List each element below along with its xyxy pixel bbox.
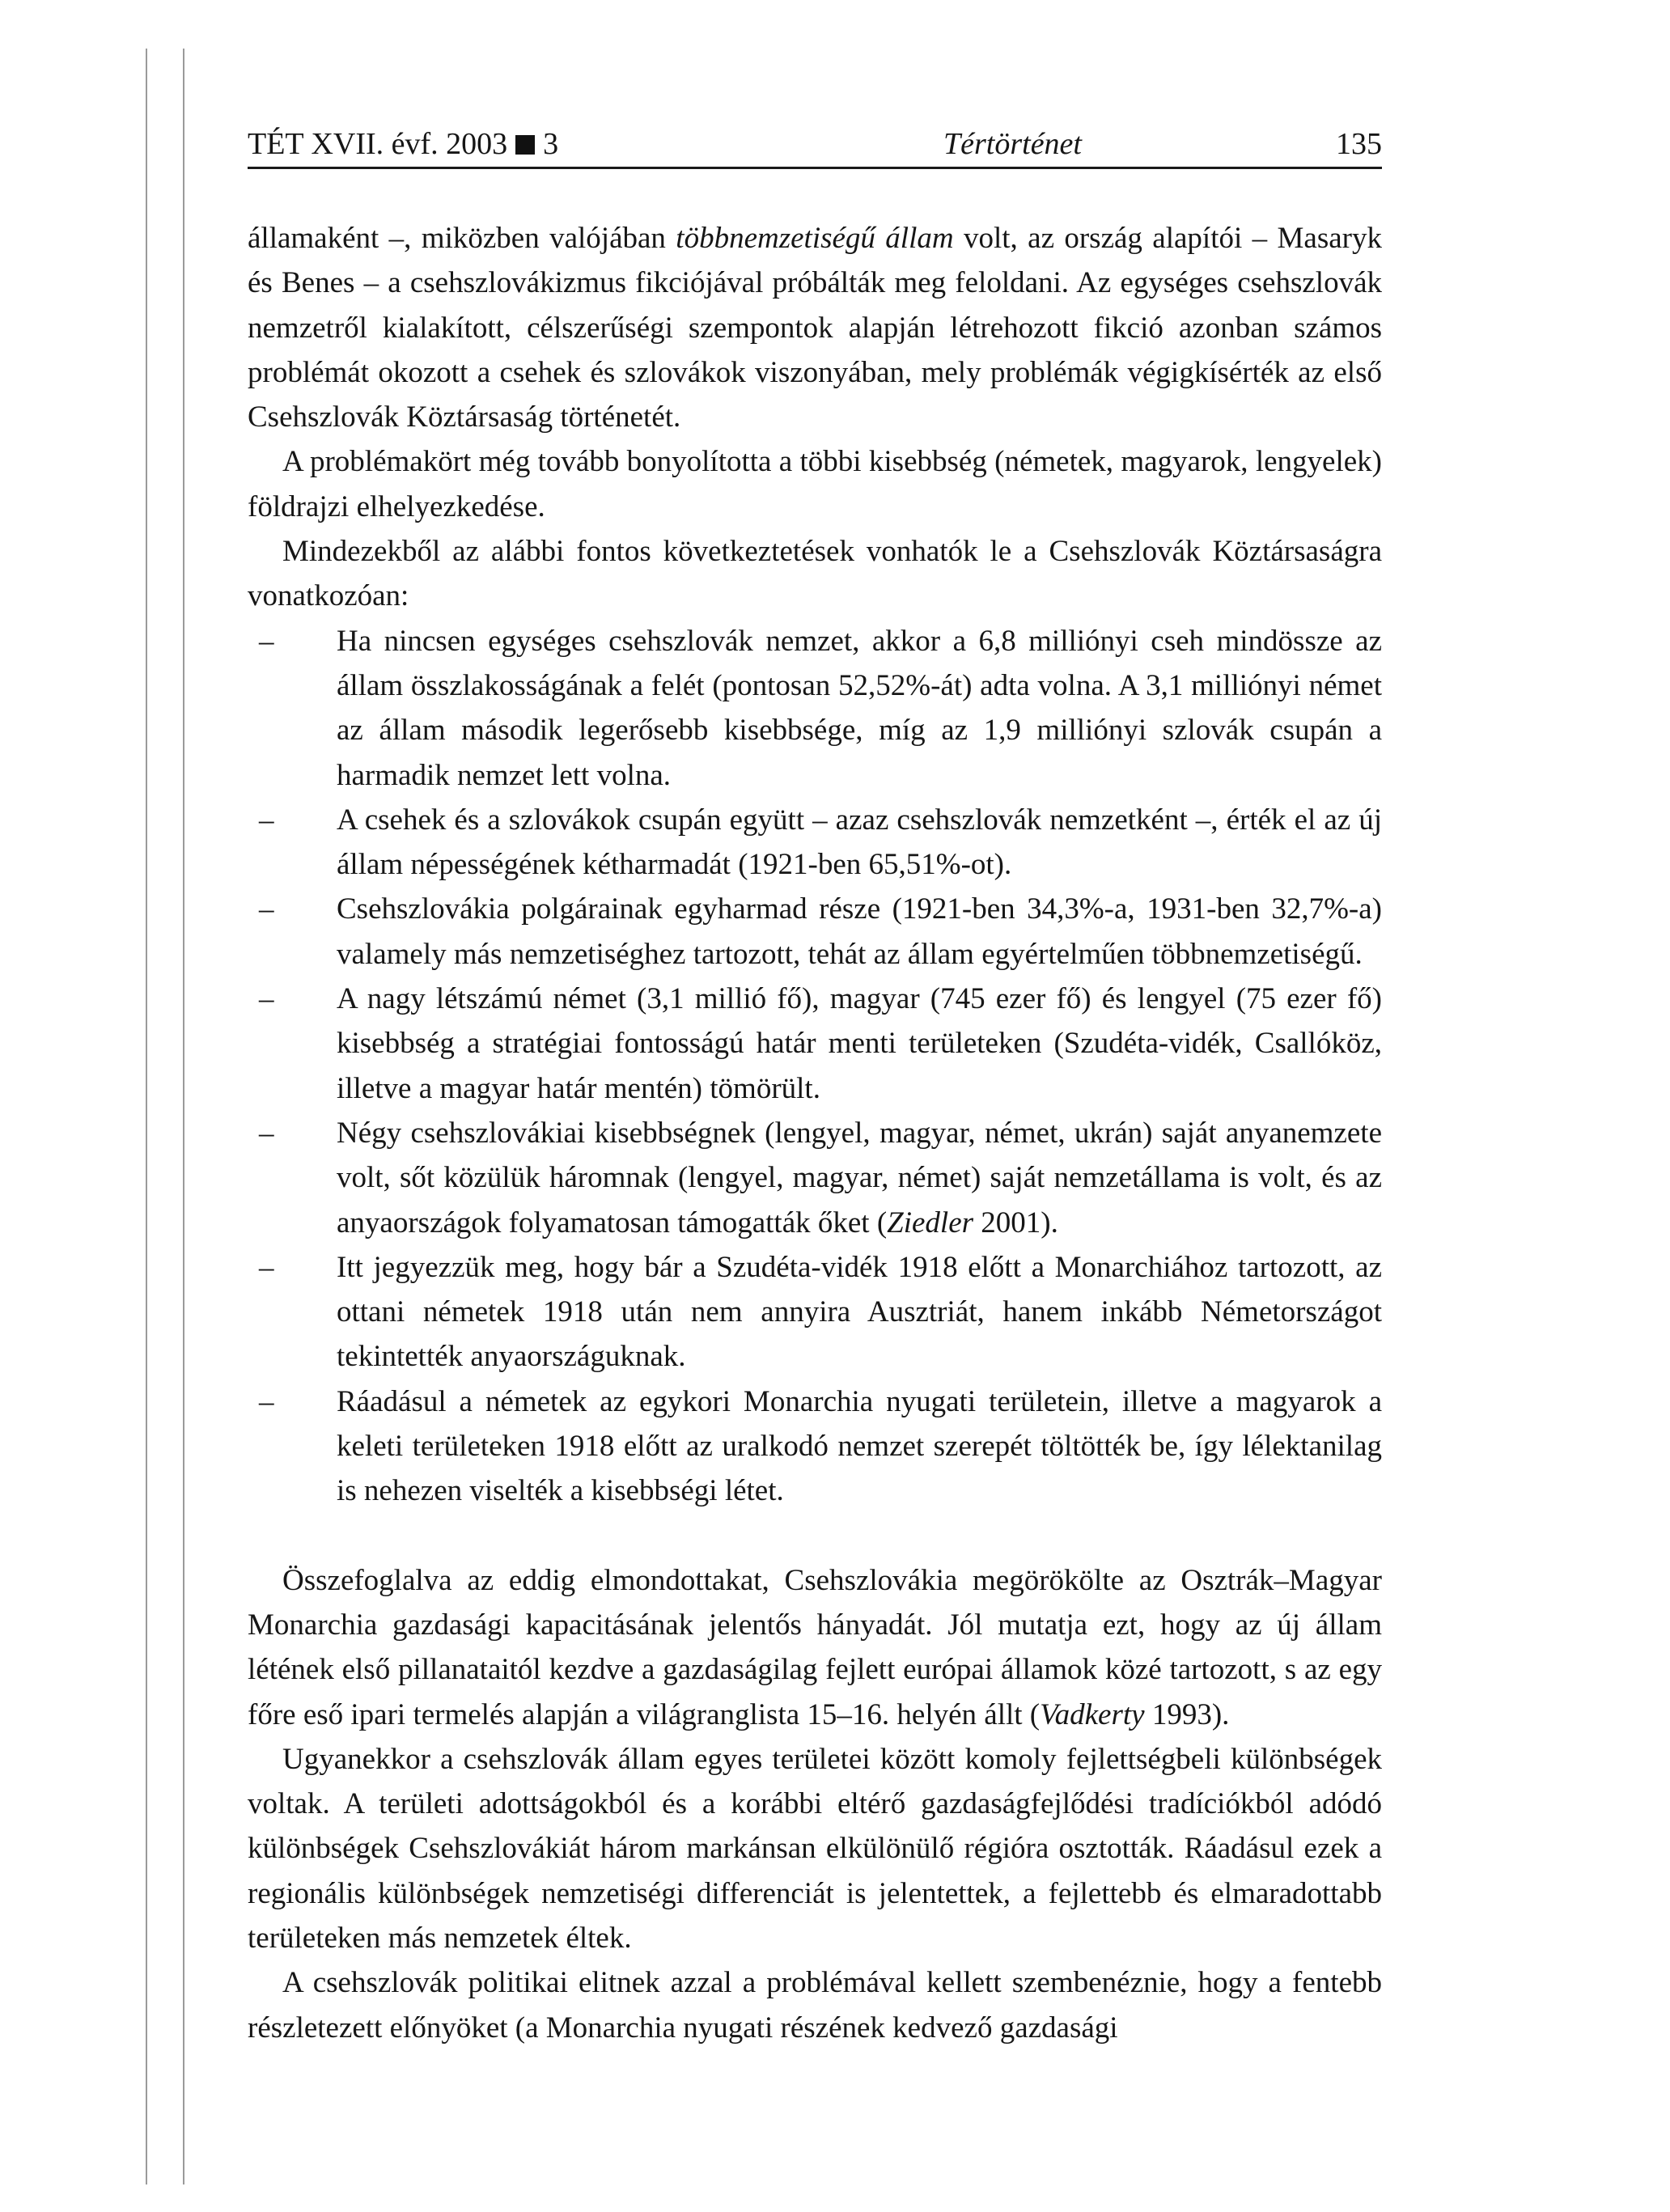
- journal-info: [248, 121, 558, 167]
- text-run: A problémakört még tovább bonyolította a többi kisebbség (németek, magyarok, lengyelek) földrajzi elhelyezkedése.: [248, 445, 1382, 523]
- text-run: 1993).: [1144, 1697, 1230, 1731]
- dash-marker: –: [259, 982, 274, 1016]
- list-item: [248, 798, 1382, 888]
- text-run: A nagy létszámú német (3,1 millió fő), magyar (745 ezer fő) és lengyel (75 ezer fő) kisebbség a stratégiai fontosságú határ menti területeken (Szudéta-vidék, Csallóköz, illetve a magyar határ mentén) tömörült.: [337, 982, 1382, 1105]
- list-item: [248, 1111, 1382, 1245]
- text-run: Négy csehszlovákiai kisebbségnek (lengyel, magyar, német, ukrán) saját anyanemzete volt, sőt közülük háromnak (lengyel, magyar, német) saját nemzetállama is volt, és az anyaországok folyamatosan támogatták őket (: [337, 1116, 1382, 1239]
- list-item-text: [337, 1251, 1382, 1374]
- square-bullet-icon: [515, 135, 535, 155]
- dash-marker: –: [259, 1384, 274, 1418]
- text-run: 2001).: [973, 1206, 1058, 1239]
- list-item-text: [337, 1385, 1382, 1508]
- list-item: [248, 1379, 1382, 1514]
- page-number: 135: [1336, 127, 1382, 161]
- list-item-text: [337, 1117, 1382, 1239]
- italic-text: többnemzetiségű állam: [676, 222, 954, 255]
- list-item: [248, 1245, 1382, 1379]
- italic-text: Vadkerty: [1040, 1697, 1145, 1731]
- dash-marker: –: [259, 1116, 274, 1150]
- scan-margin-line: [146, 49, 147, 2184]
- paragraph: [248, 1737, 1382, 1960]
- paragraph: [248, 216, 1382, 439]
- issue-number: 3: [543, 127, 559, 161]
- text-run: Összefoglalva az eddig elmondottakat, Csehszlovákia megörökölte az Osztrák–Magyar Monarchia gazdasági kapacitásának jelentős hányadát. Jól mutatja ezt, hogy az új állam létének első pillanataitól kezdve a gazdaságilag fejlett európai államok közé tartozott, s az egy főre eső ipari termelés alapján a világranglista 15–16. helyén állt (: [248, 1563, 1382, 1731]
- list-item-text: [337, 892, 1382, 970]
- paragraph: [248, 1558, 1382, 1737]
- section-gap: [248, 1514, 1382, 1558]
- list-item-text: [337, 803, 1382, 881]
- dash-marker: –: [259, 803, 274, 837]
- text-run: Csehszlovákia polgárainak egyharmad része (1921-ben 34,3%-a, 1931-ben 32,7%-a) valamely más nemzetiséghez tartozott, tehát az állam egyértelműen többnemzetiségű.: [337, 892, 1382, 971]
- dash-marker: –: [259, 892, 274, 926]
- text-run: Ráadásul a németek az egykori Monarchia nyugati területein, illetve a magyarok a keleti területeken 1918 előtt az uralkodó nemzet szerepét töltötték be, így lélektanilag is nehezen viselték a kisebbségi létet.: [337, 1384, 1382, 1508]
- running-head: [248, 121, 1382, 169]
- journal-volume: TÉT XVII. évf. 2003: [248, 127, 508, 161]
- italic-text: Ziedler: [887, 1206, 974, 1239]
- article-body: [248, 216, 1382, 2050]
- text-run: A csehek és a szlovákok csupán együtt – azaz csehszlovák nemzetként –, érték el az új állam népességének kétharmadát (1921-ben 65,51%-ot).: [337, 803, 1382, 882]
- section-title: Tértörténet: [943, 127, 1082, 161]
- list-item: [248, 977, 1382, 1111]
- scan-margin-line: [183, 49, 184, 2184]
- dash-marker: –: [259, 1250, 274, 1284]
- list-item: [248, 619, 1382, 798]
- paragraph: [248, 439, 1382, 529]
- paragraph: [248, 1960, 1382, 2050]
- text-run: volt, az ország alapítói – Masaryk és Benes – a csehszlovákizmus fikciójával próbálták meg feloldani. Az egységes csehszlovák nemzetről kialakított, célszerűségi szempontok alapján létrehozott fikció azonban számos problémát okozott a csehek és szlovákok viszonyában, mely problémák végigkísérték az első Csehszlovák Köztársaság történetét.: [248, 222, 1382, 434]
- page: [248, 121, 1382, 2050]
- text-run: államaként –, miközben valójában: [248, 222, 676, 255]
- list-item-text: [337, 625, 1382, 792]
- dash-marker: –: [259, 624, 274, 658]
- text-run: A csehszlovák politikai elitnek azzal a problémával kellett szembenéznie, hogy a fentebb részletezett előnyöket (a Monarchia nyugati részének kedvező gazdasági: [248, 1966, 1382, 2045]
- list-item-text: [337, 982, 1382, 1105]
- text-run: Itt jegyezzük meg, hogy bár a Szudéta-vidék 1918 előtt a Monarchiához tartozott, az ottani németek 1918 után nem annyira Ausztriát, hanem inkább Németországot tekintették anyaországuknak.: [337, 1250, 1382, 1374]
- text-run: Ugyanekkor a csehszlovák állam egyes területei között komoly fejlettségbeli különbségek voltak. A területi adottságokból és a korábbi eltérő gazdaságfejlődési tradíciókból adódó különbségek Csehszlovákiát három markánsan elkülönülő régióra osztották. Ráadásul ezek a regionális különbségek nemzetiségi differenciát is jelentettek, a fejlettebb és elmaradottabb területeken más nemzetek éltek.: [248, 1742, 1382, 1955]
- text-run: Ha nincsen egységes csehszlovák nemzet, akkor a 6,8 milliónyi cseh mindössze az állam összlakosságának a felét (pontosan 52,52%-át) adta volna. A 3,1 milliónyi német az állam második legerősebb kisebbsége, míg az 1,9 milliónyi szlovák csupán a harmadik nemzet lett volna.: [337, 624, 1382, 792]
- paragraph: [248, 529, 1382, 619]
- list-item: [248, 887, 1382, 977]
- text-run: Mindezekből az alábbi fontos következtetések vonhatók le a Csehszlovák Köztársaságra vonatkozóan:: [248, 535, 1382, 613]
